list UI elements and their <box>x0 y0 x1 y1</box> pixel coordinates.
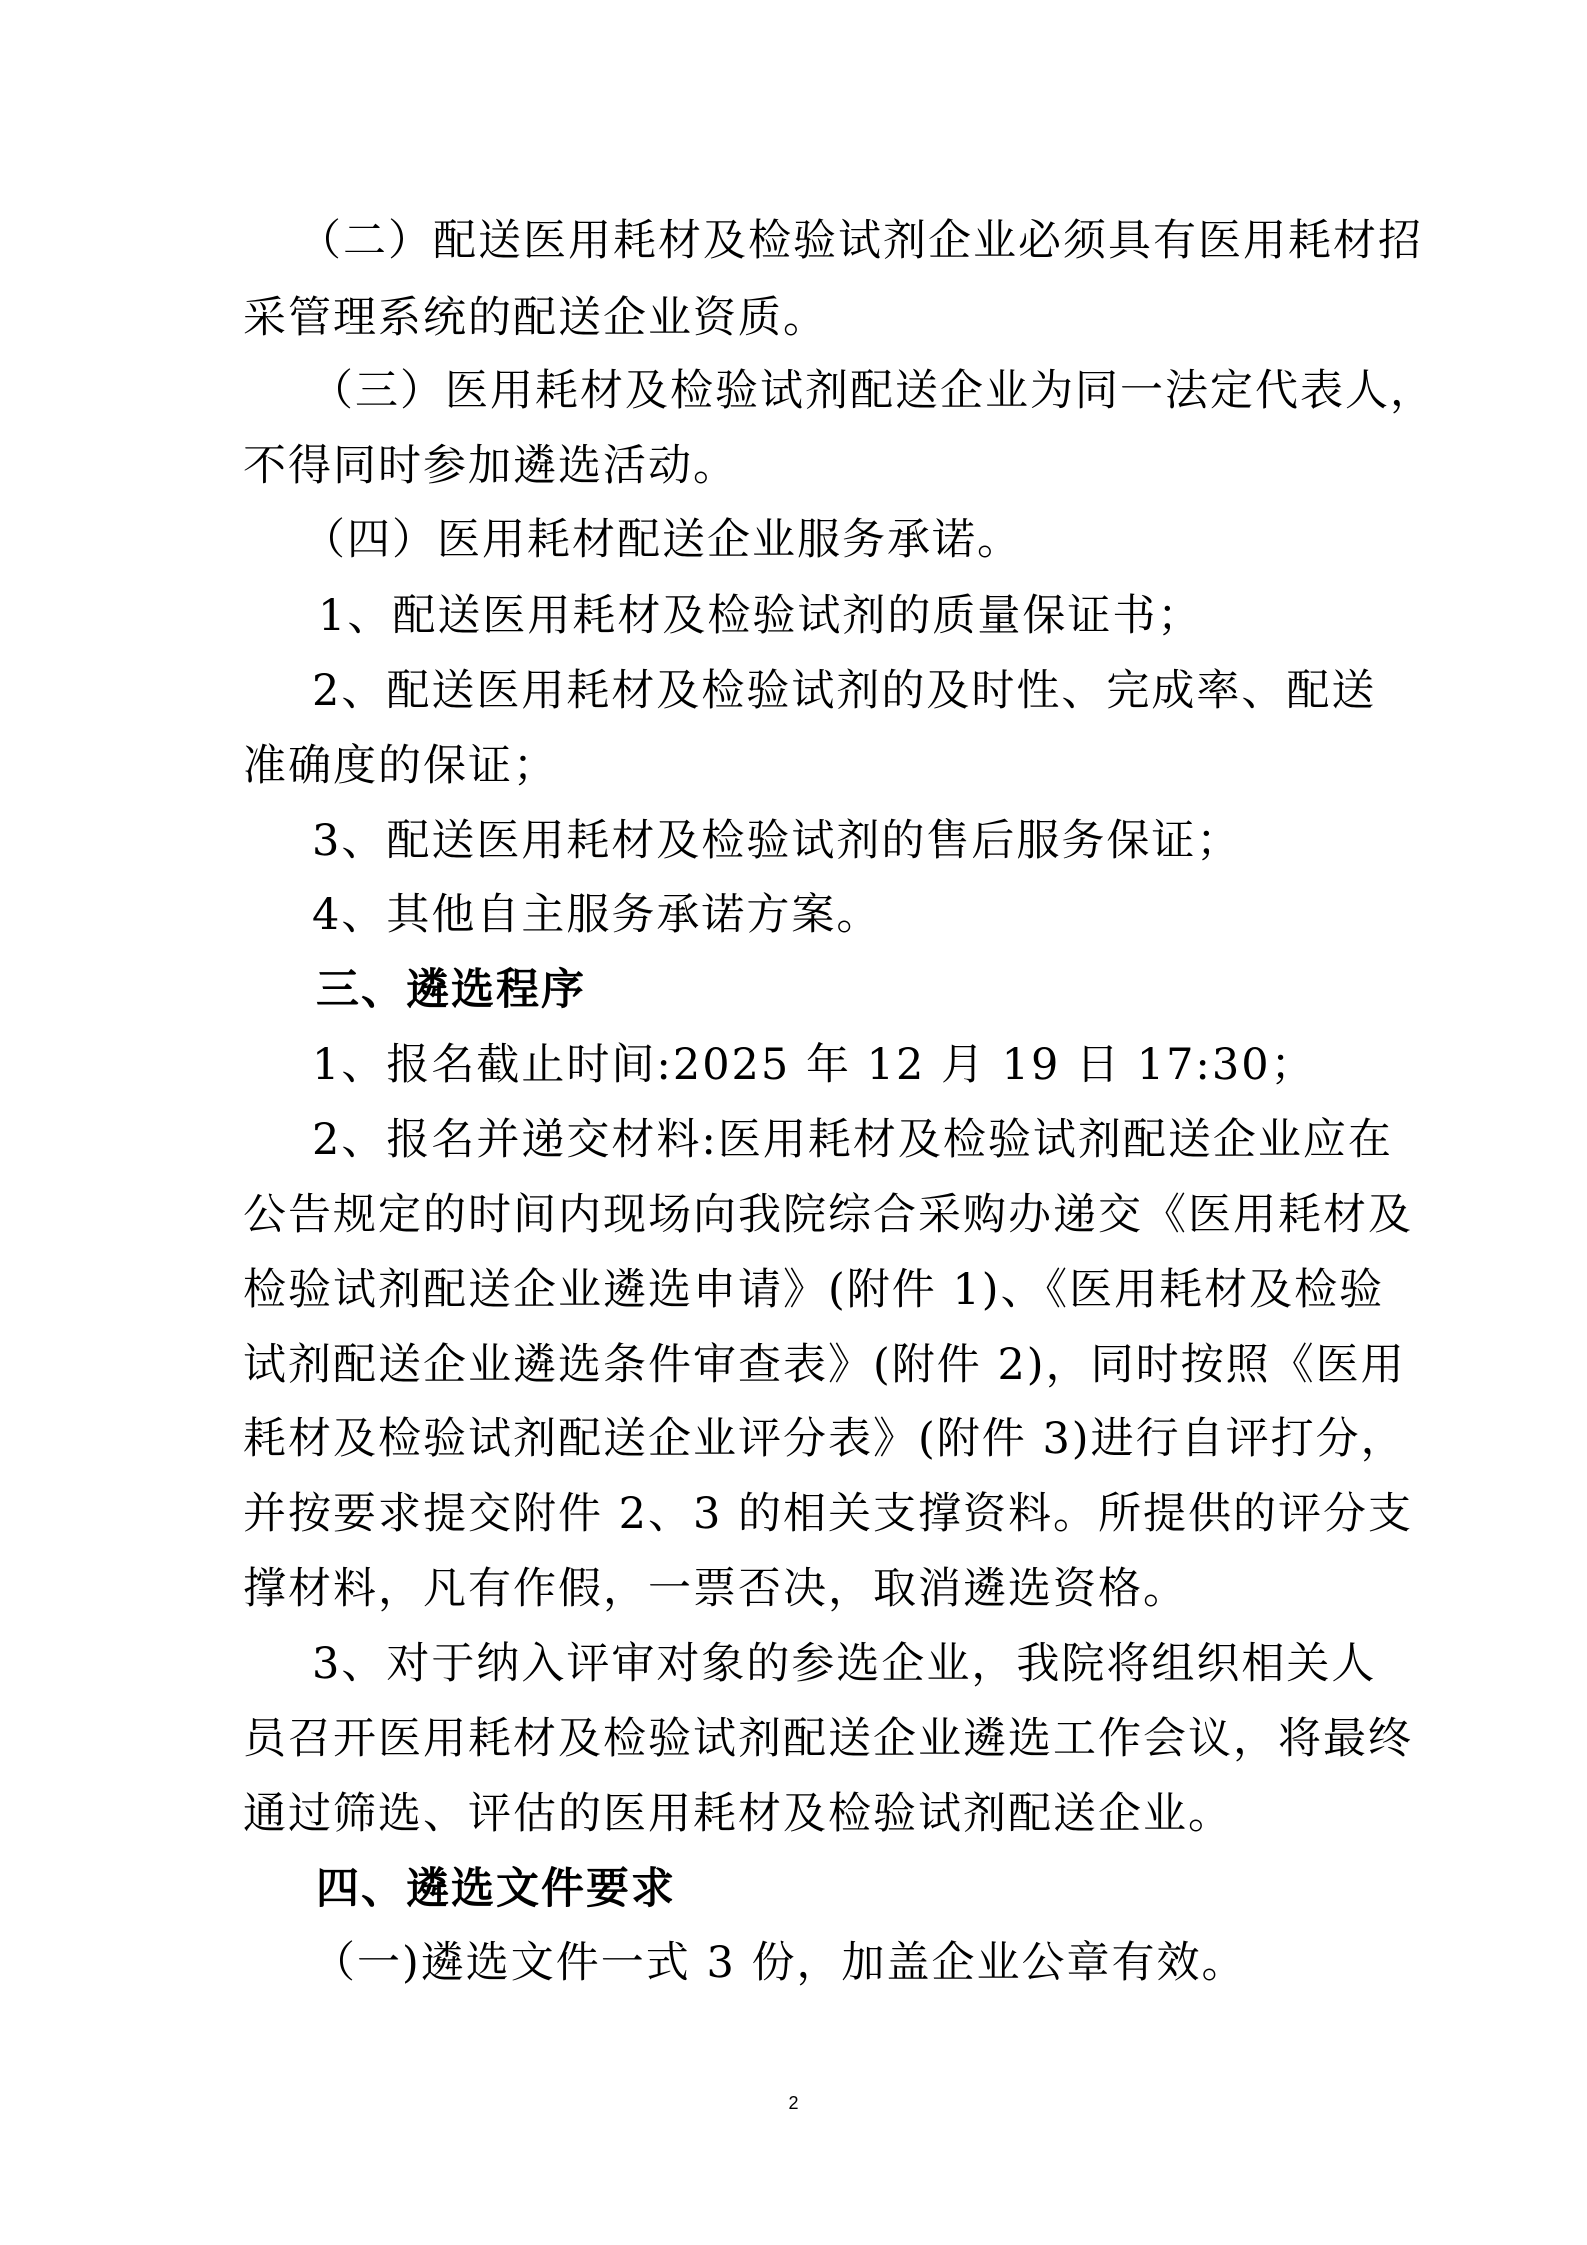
section-3-heading: 三、遴选程序 <box>316 965 586 1015</box>
page-number: 2 <box>788 2093 799 2113</box>
paragraph-3-line-2: 不得同时参加遴选活动。 <box>243 441 738 491</box>
commitment-item-1: 1、配送医用耗材及检验试剂的质量保证书； <box>318 591 1203 641</box>
procedure-item-2-line-3: 检验试剂配送企业遴选申请》(附件 1)、《医用耗材及检验 <box>243 1265 1385 1315</box>
paragraph-2-line-2: 采管理系统的配送企业资质。 <box>243 293 828 343</box>
procedure-item-3-line-2: 员召开医用耗材及检验试剂配送企业遴选工作会议，将最终 <box>243 1714 1413 1764</box>
procedure-item-2-line-1: 2、报名并递交材料:医用耗材及检验试剂配送企业应在 <box>312 1115 1393 1165</box>
procedure-item-3-line-1: 3、对于纳入评审对象的参选企业，我院将组织相关人 <box>312 1639 1377 1689</box>
paragraph-3-line-1: （三）医用耗材及检验试剂配送企业为同一法定代表人， <box>310 366 1435 416</box>
commitment-item-2-line-1: 2、配送医用耗材及检验试剂的及时性、完成率、配送 <box>312 666 1377 716</box>
procedure-item-1: 1、报名截止时间:2025 年 12 月 19 日 17:30； <box>312 1040 1316 1090</box>
document-requirement-1: （一)遴选文件一式 3 份，加盖企业公章有效。 <box>312 1938 1247 1988</box>
procedure-item-3-line-3: 通过筛选、评估的医用耗材及检验试剂配送企业。 <box>243 1789 1233 1839</box>
paragraph-4-heading: （四）医用耗材配送企业服务承诺。 <box>302 515 1022 565</box>
procedure-item-2-line-2: 公告规定的时间内现场向我院综合采购办递交《医用耗材及 <box>243 1190 1413 1240</box>
commitment-item-3: 3、配送医用耗材及检验试剂的售后服务保证； <box>312 816 1242 866</box>
commitment-item-4: 4、其他自主服务承诺方案。 <box>312 890 882 940</box>
section-4-heading: 四、遴选文件要求 <box>316 1864 676 1914</box>
procedure-item-2-line-4: 试剂配送企业遴选条件审查表》(附件 2)，同时按照《医用 <box>243 1340 1406 1390</box>
commitment-item-2-line-2: 准确度的保证； <box>243 741 558 791</box>
procedure-item-2-line-7: 撑材料，凡有作假，一票否决，取消遴选资格。 <box>243 1564 1188 1614</box>
procedure-item-2-line-6: 并按要求提交附件 2、3 的相关支撑资料。所提供的评分支 <box>243 1489 1414 1539</box>
procedure-item-2-line-5: 耗材及检验试剂配送企业评分表》(附件 3)进行自评打分， <box>243 1414 1406 1464</box>
paragraph-2-line-1: （二）配送医用耗材及检验试剂企业必须具有医用耗材招 <box>298 216 1423 266</box>
